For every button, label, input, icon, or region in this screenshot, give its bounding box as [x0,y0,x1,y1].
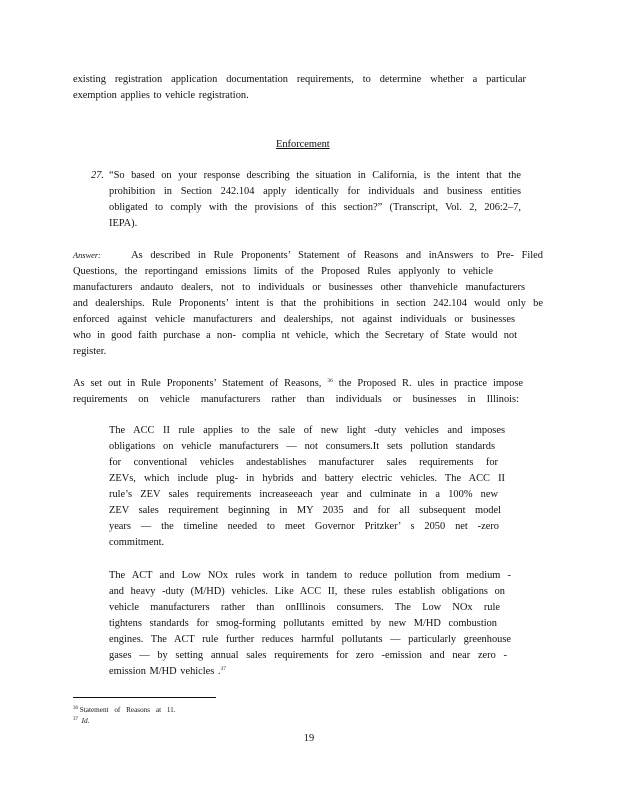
text-line: ZEVs, which include plug- in hybrids and battery electric vehicles. The ACC II [109,473,505,484]
text-line: enforced against vehicle manufacturers and dealerships, not against individuals or businesses [73,314,515,325]
text-line: The ACT and Low NOx rules work in tandem to reduce pollution from medium - [109,570,511,581]
text-line: requirements on vehicle manufacturers rather than individuals or businesses in Illinois: [73,394,519,405]
text-line: obligated to comply with the provisions of this section?” (Transcript, Vol. 2, 206:2–7, [109,202,521,213]
text-line: vehicle manufacturers rather than onIllinois consumers. The Low NOx rule [109,602,500,613]
block-quote-2 [109,568,511,680]
text-line: ZEV sales requirement beginning in MY 2035 and for all subsequent model [109,505,501,516]
text-line: The ACC II rule applies to the sale of new light -duty vehicles and imposes [109,425,505,436]
text-line: prohibition in Section 242.104 apply identically for individuals and business entities [109,186,521,197]
text-segment: emission M/HD vehicles . [109,666,221,677]
text-segment: the Proposed R. ules in practice impose [338,378,523,389]
question-paragraph [109,168,521,232]
footnote-text: Id. [81,717,90,725]
answer-paragraph [73,248,543,360]
text-line: who in good faith purchase a non- complia nt vehicle, which the Secretary of State would not [73,330,517,341]
text-line: IEPA). [109,218,138,229]
setout-line-1 [73,376,523,392]
footnote-ref: 37 [220,666,227,672]
text-line: engines. The ACT rule further reduces harmful pollutants — particularly greenhouse [109,634,511,645]
text-line: years — the timeline needed to meet Governor Pritzker’ s 2050 net -zero [109,521,499,532]
text-line: exemption applies to vehicle registration. [73,90,249,101]
text-line: gases — by setting annual sales requirements for zero -emission and near zero - [109,650,507,661]
quote-last-line [109,664,511,680]
footnote-ref: 36 [327,378,333,384]
footnote-36 [73,704,176,715]
footnote-37 [73,715,89,726]
text-line: commitment. [109,537,165,548]
intro-paragraph [73,72,526,104]
text-line: and dealerships. Rule Proponents’ intent is that the prohibitions in section 242.104 would only be [73,298,543,309]
setout-paragraph [73,376,523,408]
text-line: rule’s ZEV sales requirements increaseeach year and culminate in a 100% new [109,489,498,500]
text-segment: As set out in Rule Proponents’ Statement of Reasons, [73,378,322,389]
text-line: existing registration application documentation requirements, to determine whether a particular [73,74,526,85]
text-line: obligations on vehicle manufacturers — not consumers.It sets pollution standards [109,441,495,452]
text-line: for conventional vehicles andestablishes manufacturer sales requirements for [109,457,498,468]
text-line: manufacturers andauto dealers, not to individuals or businesses other thanvehicle manufacturers [73,282,525,293]
page-number: 19 [303,733,315,744]
footnote-text: Statement of Reasons at 11. [79,706,176,714]
text-line: register. [73,346,107,357]
answer-first-line [73,248,543,264]
footnote-number: 36 [73,706,78,711]
answer-label: Answer: [73,251,101,260]
text-line: tightens standards for smog-forming pollutants emitted by new M/HD combustion [109,618,497,629]
block-quote-1 [109,423,505,551]
text-line: Questions, the reportingand emissions limits of the Proposed Rules applyonly to vehicle [73,266,493,277]
text-line: and heavy -duty (M/HD) vehicles. Like ACC II, these rules establish obligations on [109,586,505,597]
text-line: “So based on your response describing the situation in California, is the intent that the [109,170,521,181]
text-line: As described in Rule Proponents’ Statement of Reasons and inAnswers to Pre- Filed [131,250,543,261]
section-heading: Enforcement [276,139,330,150]
footnote-divider [73,697,216,698]
footnote-number: 37 [73,717,78,722]
question-number: 27. [91,170,104,181]
